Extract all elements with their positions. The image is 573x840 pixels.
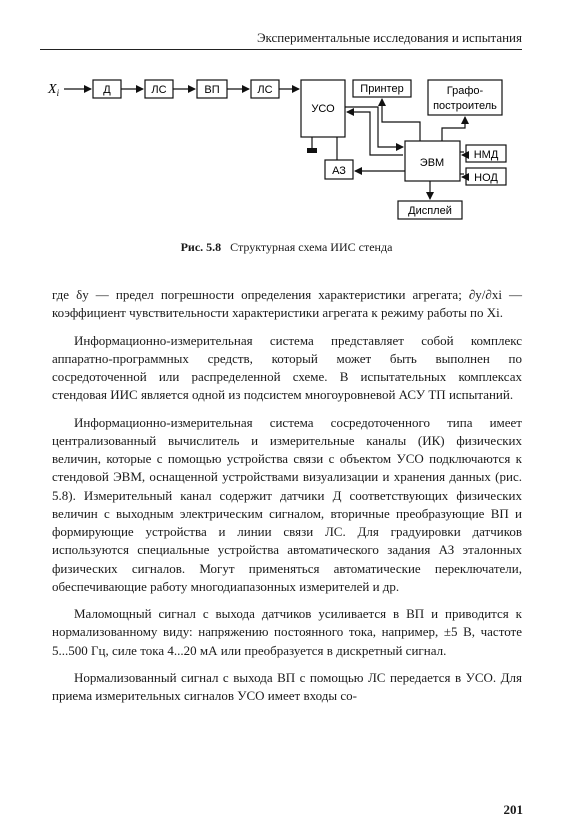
running-header bbox=[40, 30, 522, 50]
svg-text:построитель: построитель bbox=[433, 100, 497, 112]
block-secondary-converter bbox=[197, 80, 227, 98]
block-diagram-svg bbox=[40, 60, 540, 235]
svg-text:Принтер: Принтер bbox=[360, 83, 404, 95]
body-text bbox=[52, 286, 522, 714]
figure-caption-label: Рис. 5.8 bbox=[180, 240, 222, 254]
svg-text:НОД: НОД bbox=[474, 172, 498, 184]
paragraph-2: Информационно-измерительная система представляет собой комплекс аппаратно-программных средств, который может быть выполнен по сосредоточенной или распределенной схеме. В испытательных комплексах стендовая ИИС является одной из подсистем многоуровневой АСУ ТП испытаний. bbox=[52, 332, 522, 403]
figure-caption-text: Структурная схема ИИС стенда bbox=[230, 240, 393, 254]
svg-text:ЛС: ЛС bbox=[151, 84, 167, 96]
svg-text:НМД: НМД bbox=[473, 149, 499, 161]
block-auto-setter bbox=[325, 160, 353, 179]
block-plotter bbox=[428, 80, 502, 115]
svg-text:АЗ: АЗ bbox=[332, 165, 346, 177]
block-tape-storage bbox=[466, 168, 506, 185]
block-line-1 bbox=[145, 80, 173, 98]
uso-connector bbox=[307, 148, 317, 153]
svg-text:ВП: ВП bbox=[204, 84, 220, 96]
paragraph-5: Нормализованный сигнал с выхода ВП с помощью ЛС передается в УСО. Для приема измерительных сигналов УСО имеет входы со- bbox=[52, 669, 522, 703]
running-title: Экспериментальные исследования и испытания bbox=[256, 30, 522, 45]
page-number: 201 bbox=[503, 802, 523, 817]
input-label: $X_i$ bbox=[48, 82, 60, 98]
svg-text:ЭВМ: ЭВМ bbox=[419, 157, 445, 169]
block-uso bbox=[301, 80, 345, 137]
block-disk-storage bbox=[466, 145, 506, 162]
block-display bbox=[398, 201, 462, 219]
svg-text:ЛС: ЛС bbox=[257, 84, 273, 96]
paragraph-3: Информационно-измерительная система сосредоточенного типа имеет централизованный вычислитель и измерительные каналы (ИК) физических величин, которые с помощью устройства связи с объектом УСО подключаются к стендовой ЭВМ, оснащенной устройствами визуализации и хранения данных (рис. 5.8). Измерительный канал содержит датчики Д соответствующих физических величин с выходным электрическим сигналом, вторичные преобразующие ВП и формирующие устройства и линии связи ЛС. Для градуировки датчиков используются специальные устройства автоматического задания АЗ эталонных физических сигналов. Могут применяться автоматические переключатели, обеспечивающие работу многодиапазонных измерителей и др. bbox=[52, 414, 522, 594]
figure-caption bbox=[0, 240, 573, 255]
block-printer bbox=[353, 80, 411, 97]
paragraph-1: где δy — предел погрешности определения характеристики агрегата; ∂y/∂xi — коэффициент чувствительности характеристики агрегата к режиму работы по Xi. bbox=[52, 287, 522, 321]
block-sensor bbox=[93, 80, 121, 98]
block-computer bbox=[405, 141, 460, 181]
svg-text:Д: Д bbox=[103, 84, 111, 96]
svg-text:УСО: УСО bbox=[311, 103, 335, 115]
svg-text:Дисплей: Дисплей bbox=[408, 205, 452, 217]
block-diagram bbox=[40, 60, 540, 235]
svg-text:Графо-: Графо- bbox=[446, 85, 484, 97]
block-line-2 bbox=[251, 80, 279, 98]
paragraph-4: Маломощный сигнал с выхода датчиков усиливается в ВП и приводится к нормализованному виду: напряжению постоянного тока, например, ±5 В, частоте 5...500 Гц, силе тока 4...20 мА или преобразуется в дискретный сигнал. bbox=[52, 606, 522, 658]
